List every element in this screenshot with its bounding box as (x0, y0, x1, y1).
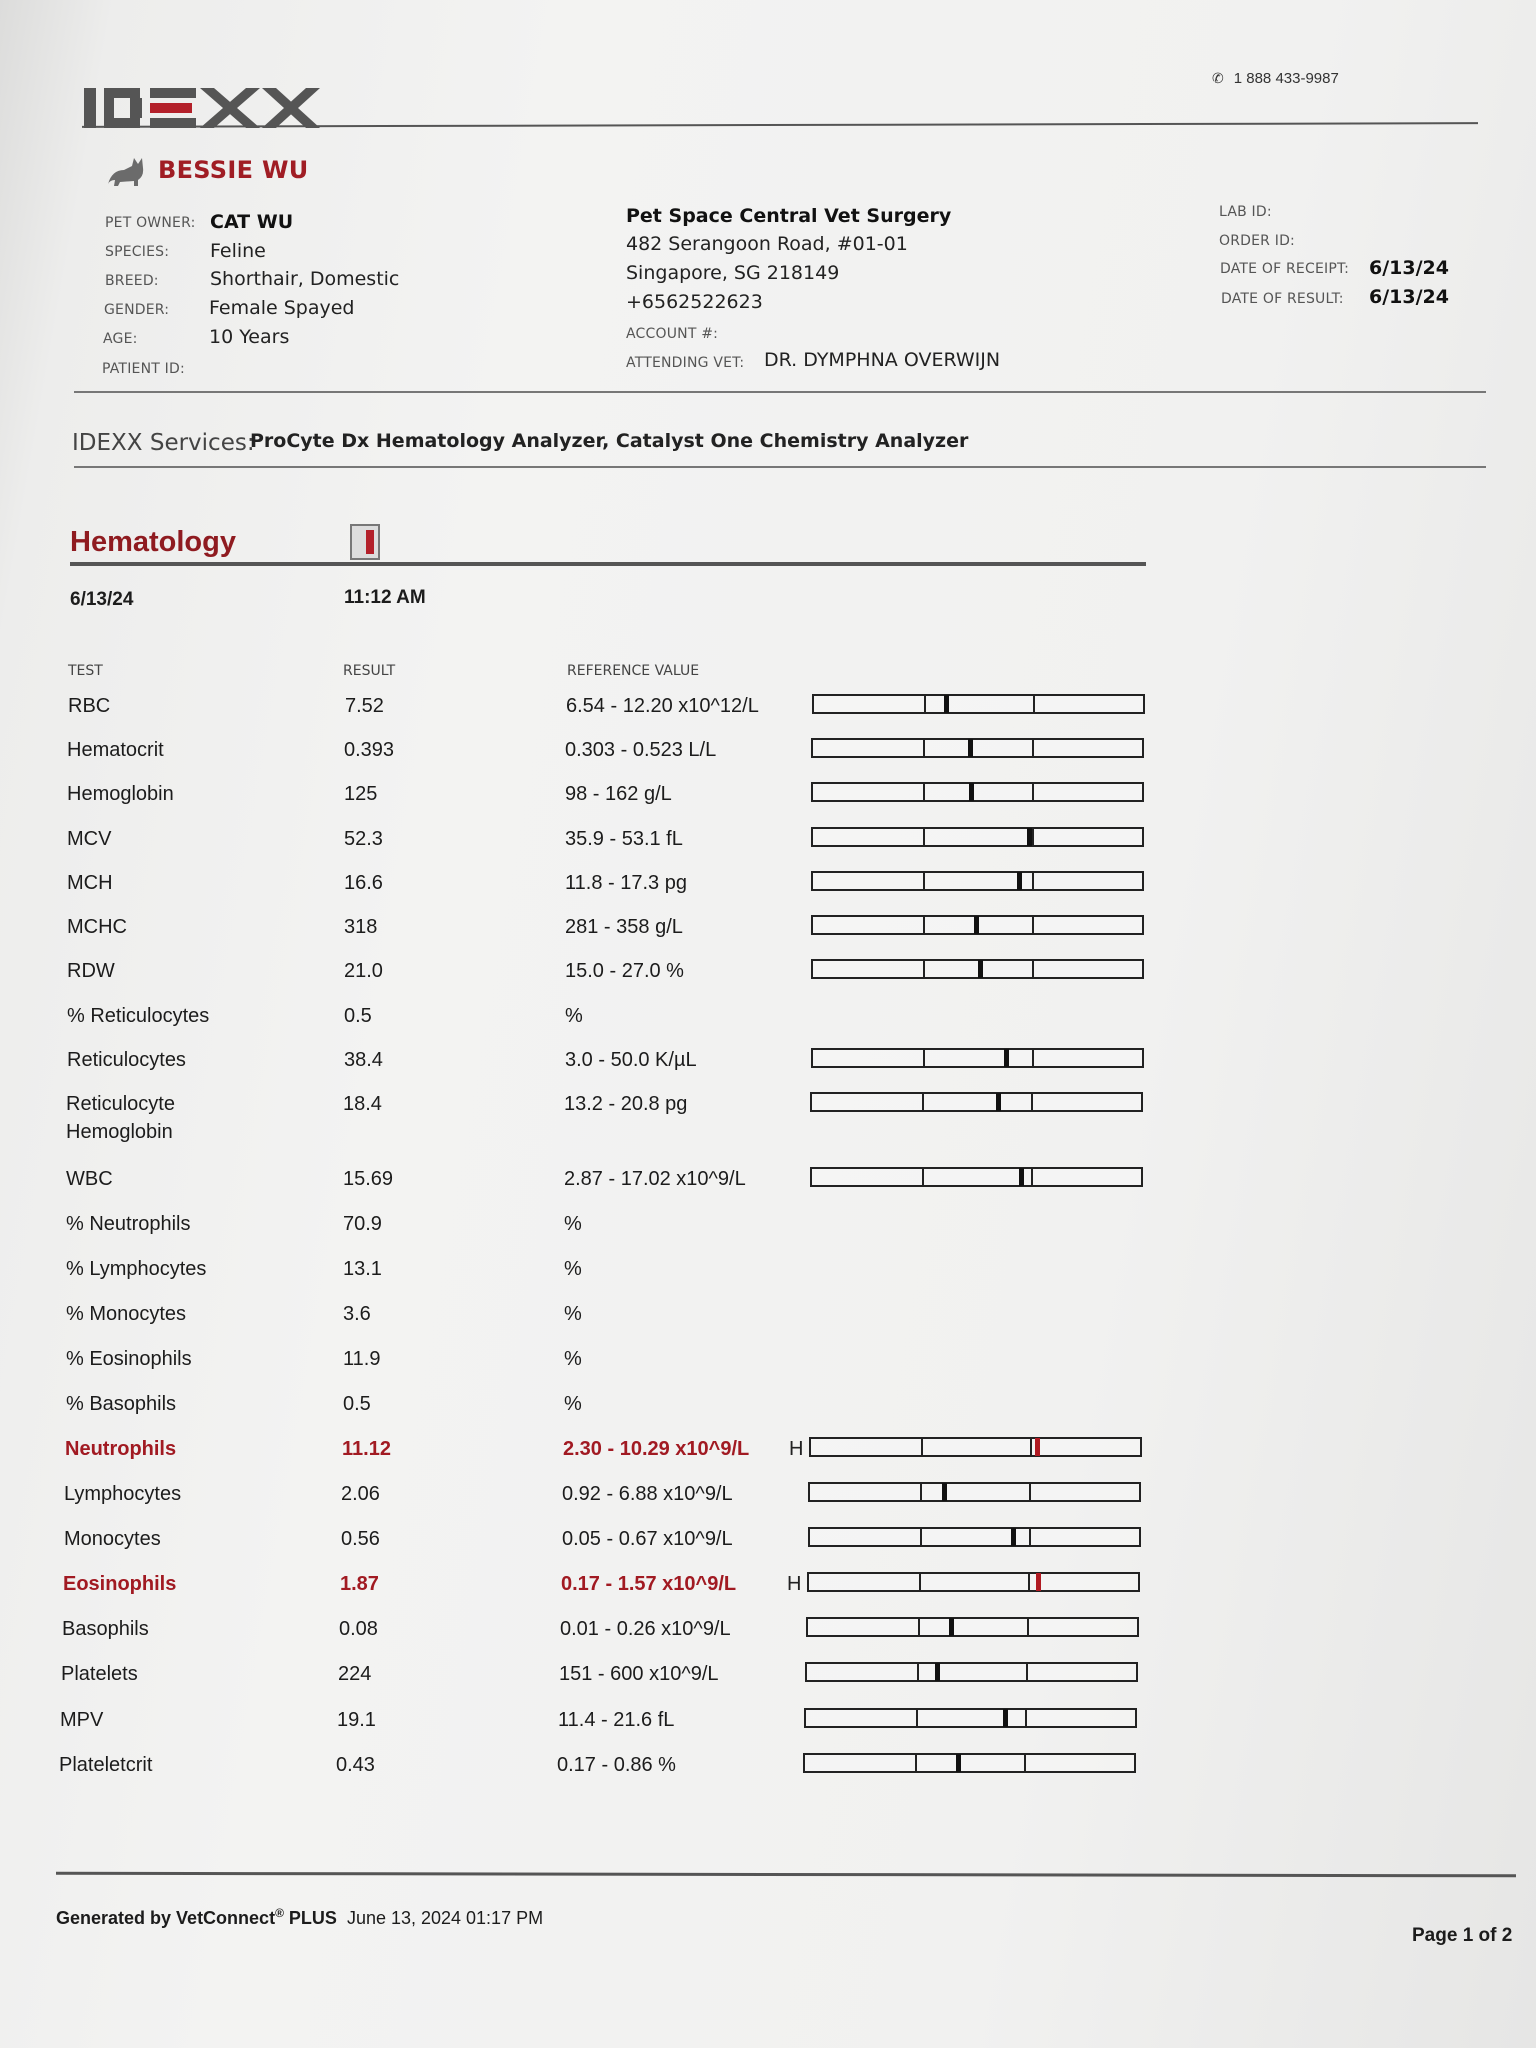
reference-value: 0.01 - 0.26 x10^9/L (560, 1618, 731, 1640)
receipt-value: 6/13/24 (1369, 257, 1449, 279)
table-row (66, 1255, 1156, 1285)
breed-label: BREED: (105, 273, 159, 289)
reference-value: 151 - 600 x10^9/L (559, 1663, 719, 1685)
result-marker (944, 695, 949, 713)
range-tick (1032, 873, 1034, 889)
range-tick (918, 1619, 920, 1635)
receipt-label: DATE OF RECEIPT: (1220, 261, 1350, 277)
table-row (64, 1525, 1154, 1555)
range-tick (923, 1050, 925, 1066)
phone-icon: ✆ (1212, 70, 1224, 86)
generated-by (56, 1906, 543, 1929)
test-name: % Lymphocytes (66, 1258, 207, 1280)
test-result: 18.4 (343, 1093, 382, 1115)
clinic-address1: 482 Serangoon Road, #01-01 (626, 233, 908, 255)
table-row (67, 736, 1157, 766)
reference-value: 98 - 162 g/L (565, 783, 672, 805)
result-marker (1027, 828, 1032, 846)
gender-value: Female Spayed (209, 297, 355, 319)
result-marker (1017, 872, 1022, 890)
result-label: DATE OF RESULT: (1221, 291, 1344, 307)
result-marker (1019, 1168, 1024, 1186)
test-name: Plateletcrit (59, 1754, 153, 1776)
test-name: MPV (60, 1709, 104, 1731)
test-result: 38.4 (344, 1049, 383, 1071)
test-name: Monocytes (64, 1528, 161, 1550)
table-row (64, 1480, 1154, 1510)
result-marker (974, 916, 979, 934)
col-test-header: TEST (68, 663, 103, 679)
reference-value: % (565, 1005, 583, 1027)
services-value: ProCyte Dx Hematology Analyzer, Catalyst One Chemistry Analyzer (250, 430, 969, 452)
range-tick (916, 1710, 918, 1726)
table-row (67, 1002, 1157, 1032)
registered-mark: ® (275, 1906, 284, 1920)
plus-text: PLUS (283, 1908, 337, 1928)
clinic-name: Pet Space Central Vet Surgery (626, 205, 952, 227)
generated-datetime: June 13, 2024 01:17 PM (346, 1908, 544, 1928)
hematology-title: Hematology (70, 526, 236, 558)
reference-value: 0.17 - 0.86 % (557, 1754, 676, 1776)
table-row (67, 1046, 1157, 1076)
range-bar (810, 1167, 1143, 1187)
range-tick (1024, 1755, 1026, 1771)
test-name: % Basophils (66, 1393, 177, 1415)
range-tick (1032, 917, 1034, 933)
hematology-date: 6/13/24 (70, 589, 134, 610)
range-tick (1030, 1439, 1032, 1455)
range-tick (917, 1664, 919, 1680)
table-row (65, 1435, 1155, 1465)
owner-value: CAT WU (210, 211, 294, 233)
range-tick (923, 740, 925, 756)
test-result: 19.1 (337, 1709, 376, 1731)
table-row (63, 1570, 1153, 1600)
table-row (67, 869, 1157, 899)
pet-name: BESSIE WU (158, 156, 309, 184)
vet-value: DR. DYMPHNA OVERWIJN (764, 349, 1001, 371)
range-tick (1032, 784, 1034, 800)
reference-value: 281 - 358 g/L (565, 916, 683, 938)
reference-value: 15.0 - 27.0 % (565, 960, 684, 982)
range-bar (808, 1527, 1141, 1547)
test-result: 0.393 (344, 739, 395, 761)
reference-value: 3.0 - 50.0 K/µL (565, 1049, 697, 1071)
test-result: 0.56 (341, 1528, 380, 1550)
result-marker (1035, 1438, 1040, 1456)
reference-value: 2.87 - 17.02 x10^9/L (564, 1168, 746, 1190)
range-tick (923, 917, 925, 933)
range-tick (1033, 696, 1035, 712)
range-bar (811, 871, 1144, 891)
test-name: WBC (66, 1168, 113, 1190)
reference-value: % (564, 1393, 582, 1415)
range-bar (809, 1437, 1142, 1457)
range-tick (923, 961, 925, 977)
range-tick (1031, 1169, 1033, 1185)
range-tick (922, 1169, 924, 1185)
footer-divider (56, 1872, 1516, 1878)
account-label: ACCOUNT #: (626, 326, 719, 342)
test-name: RBC (68, 695, 111, 717)
range-tick (915, 1755, 917, 1771)
order-id-label: ORDER ID: (1219, 233, 1295, 249)
test-name: Hematocrit (67, 739, 164, 761)
reference-value: 0.92 - 6.88 x10^9/L (562, 1483, 733, 1505)
breed-value: Shorthair, Domestic (210, 268, 400, 290)
range-tick (920, 1529, 922, 1545)
result-marker (1003, 1709, 1008, 1727)
species-label: SPECIES: (105, 244, 170, 260)
table-row (66, 1300, 1156, 1330)
clinic-phone: +6562522623 (626, 291, 763, 313)
test-result: 3.6 (343, 1303, 371, 1325)
page-number: Page 1 of 2 (1412, 1925, 1513, 1946)
test-result: 15.69 (343, 1168, 394, 1190)
high-flag: H (787, 1573, 802, 1595)
result-marker (978, 960, 983, 978)
reference-value: % (564, 1258, 582, 1280)
range-tick (923, 873, 925, 889)
range-bar (811, 915, 1144, 935)
range-bar (807, 1572, 1140, 1592)
result-marker (949, 1618, 954, 1636)
range-tick (1026, 1664, 1028, 1680)
range-tick (923, 829, 925, 845)
table-row (68, 692, 1158, 722)
test-name: Reticulocytes (67, 1049, 186, 1071)
test-name: Eosinophils (63, 1573, 177, 1595)
range-bar (808, 1482, 1141, 1502)
reference-value: 0.303 - 0.523 L/L (565, 739, 717, 761)
result-marker (1036, 1573, 1041, 1591)
result-marker (1004, 1049, 1009, 1067)
range-tick (922, 1094, 924, 1110)
test-result: 70.9 (343, 1213, 382, 1235)
range-tick (920, 1484, 922, 1500)
test-name: MCV (67, 828, 112, 850)
reference-value: 35.9 - 53.1 fL (565, 828, 683, 850)
test-name: Basophils (62, 1618, 149, 1640)
phone-number (1212, 70, 1339, 87)
range-tick (1027, 1619, 1029, 1635)
lab-id-label: LAB ID: (1219, 204, 1272, 220)
test-result: 52.3 (344, 828, 383, 850)
cat-icon (104, 156, 148, 188)
generated-by-text: Generated by VetConnect (56, 1908, 276, 1928)
reference-value: 6.54 - 12.20 x10^12/L (566, 695, 759, 717)
result-marker (935, 1663, 940, 1681)
reference-value: % (564, 1303, 582, 1325)
analyzer-icon (350, 524, 380, 560)
range-bar (810, 1092, 1143, 1112)
range-tick (919, 1574, 921, 1590)
test-result: 224 (338, 1663, 372, 1685)
hematology-time: 11:12 AM (344, 587, 426, 608)
clinic-address2: Singapore, SG 218149 (626, 262, 840, 284)
range-bar (811, 782, 1144, 802)
test-result: 13.1 (343, 1258, 382, 1280)
test-result: 7.52 (345, 695, 384, 717)
test-result: 125 (344, 783, 378, 805)
result-marker (956, 1754, 961, 1772)
test-result: 11.9 (343, 1348, 381, 1370)
test-name: Neutrophils (65, 1438, 177, 1460)
reference-value: 0.17 - 1.57 x10^9/L (561, 1573, 737, 1595)
hematology-divider (70, 562, 1146, 566)
range-bar (811, 959, 1144, 979)
range-tick (1028, 1574, 1030, 1590)
range-bar (805, 1662, 1138, 1682)
patient-id-label: PATIENT ID: (102, 361, 185, 377)
range-tick (921, 1439, 923, 1455)
range-tick (1029, 1484, 1031, 1500)
range-tick (1032, 961, 1034, 977)
range-bar (803, 1753, 1136, 1773)
test-name: Reticulocyte Hemoglobin (66, 1093, 175, 1143)
test-result: 0.5 (343, 1393, 371, 1415)
result-marker (996, 1093, 1001, 1111)
range-tick (923, 784, 925, 800)
table-row (61, 1660, 1151, 1690)
test-name: % Reticulocytes (67, 1005, 210, 1027)
test-result: 0.5 (344, 1005, 372, 1027)
reference-value: 0.05 - 0.67 x10^9/L (562, 1528, 733, 1550)
range-tick (1031, 1094, 1033, 1110)
test-result: 0.08 (339, 1618, 378, 1640)
reference-value: 13.2 - 20.8 pg (564, 1093, 688, 1115)
range-bar (804, 1708, 1137, 1728)
services-label: IDEXX Services: (72, 430, 255, 456)
test-name: Hemoglobin (67, 783, 174, 805)
range-bar (806, 1617, 1139, 1637)
table-row (59, 1751, 1149, 1781)
test-name: % Eosinophils (66, 1348, 192, 1370)
col-result-header: RESULT (343, 663, 396, 679)
test-result: 1.87 (340, 1573, 379, 1595)
age-label: AGE: (103, 331, 138, 347)
reference-value: 11.4 - 21.6 fL (558, 1709, 675, 1731)
high-flag: H (789, 1438, 804, 1460)
divider-2 (74, 466, 1486, 468)
test-result: 11.12 (342, 1438, 391, 1460)
test-name: MCH (67, 872, 113, 894)
test-name: % Monocytes (66, 1303, 187, 1325)
range-tick (1032, 1050, 1034, 1066)
test-name: MCHC (67, 916, 127, 938)
test-result: 21.0 (344, 960, 383, 982)
result-marker (1011, 1528, 1016, 1546)
divider-1 (74, 391, 1486, 393)
table-row (62, 1615, 1152, 1645)
table-row (60, 1706, 1150, 1736)
table-row (67, 780, 1157, 810)
table-row (66, 1210, 1156, 1240)
result-marker (968, 739, 973, 757)
range-bar (811, 1048, 1144, 1068)
range-bar (811, 827, 1144, 847)
table-row (67, 913, 1157, 943)
range-bar (812, 694, 1145, 714)
range-tick (1025, 1710, 1027, 1726)
test-name: % Neutrophils (66, 1213, 191, 1235)
table-row (67, 957, 1157, 987)
test-result: 318 (344, 916, 378, 938)
result-marker (942, 1483, 947, 1501)
range-bar (811, 738, 1144, 758)
phone-text: 1 888 433-9987 (1233, 70, 1339, 87)
range-tick (1032, 829, 1034, 845)
table-row (67, 825, 1157, 855)
reference-value: 11.8 - 17.3 pg (565, 872, 687, 894)
result-value: 6/13/24 (1369, 286, 1449, 308)
test-result: 2.06 (341, 1483, 380, 1505)
reference-value: % (564, 1348, 582, 1370)
test-result: 16.6 (344, 872, 383, 894)
result-marker (969, 783, 974, 801)
range-tick (924, 696, 926, 712)
test-name: RDW (67, 960, 115, 982)
test-name: Platelets (61, 1663, 138, 1685)
table-row (66, 1390, 1156, 1420)
test-name: Lymphocytes (64, 1483, 182, 1505)
gender-label: GENDER: (104, 302, 170, 318)
table-row (66, 1165, 1156, 1195)
reference-value: 2.30 - 10.29 x10^9/L (563, 1438, 750, 1460)
species-value: Feline (210, 240, 266, 262)
table-row (66, 1345, 1156, 1375)
age-value: 10 Years (209, 326, 290, 348)
owner-label: PET OWNER: (105, 215, 196, 231)
test-result: 0.43 (336, 1754, 375, 1776)
range-tick (1032, 740, 1034, 756)
vet-label: ATTENDING VET: (626, 355, 745, 371)
range-tick (1029, 1529, 1031, 1545)
col-ref-header: REFERENCE VALUE (567, 663, 700, 679)
table-row (66, 1090, 1156, 1143)
reference-value: % (564, 1213, 582, 1235)
